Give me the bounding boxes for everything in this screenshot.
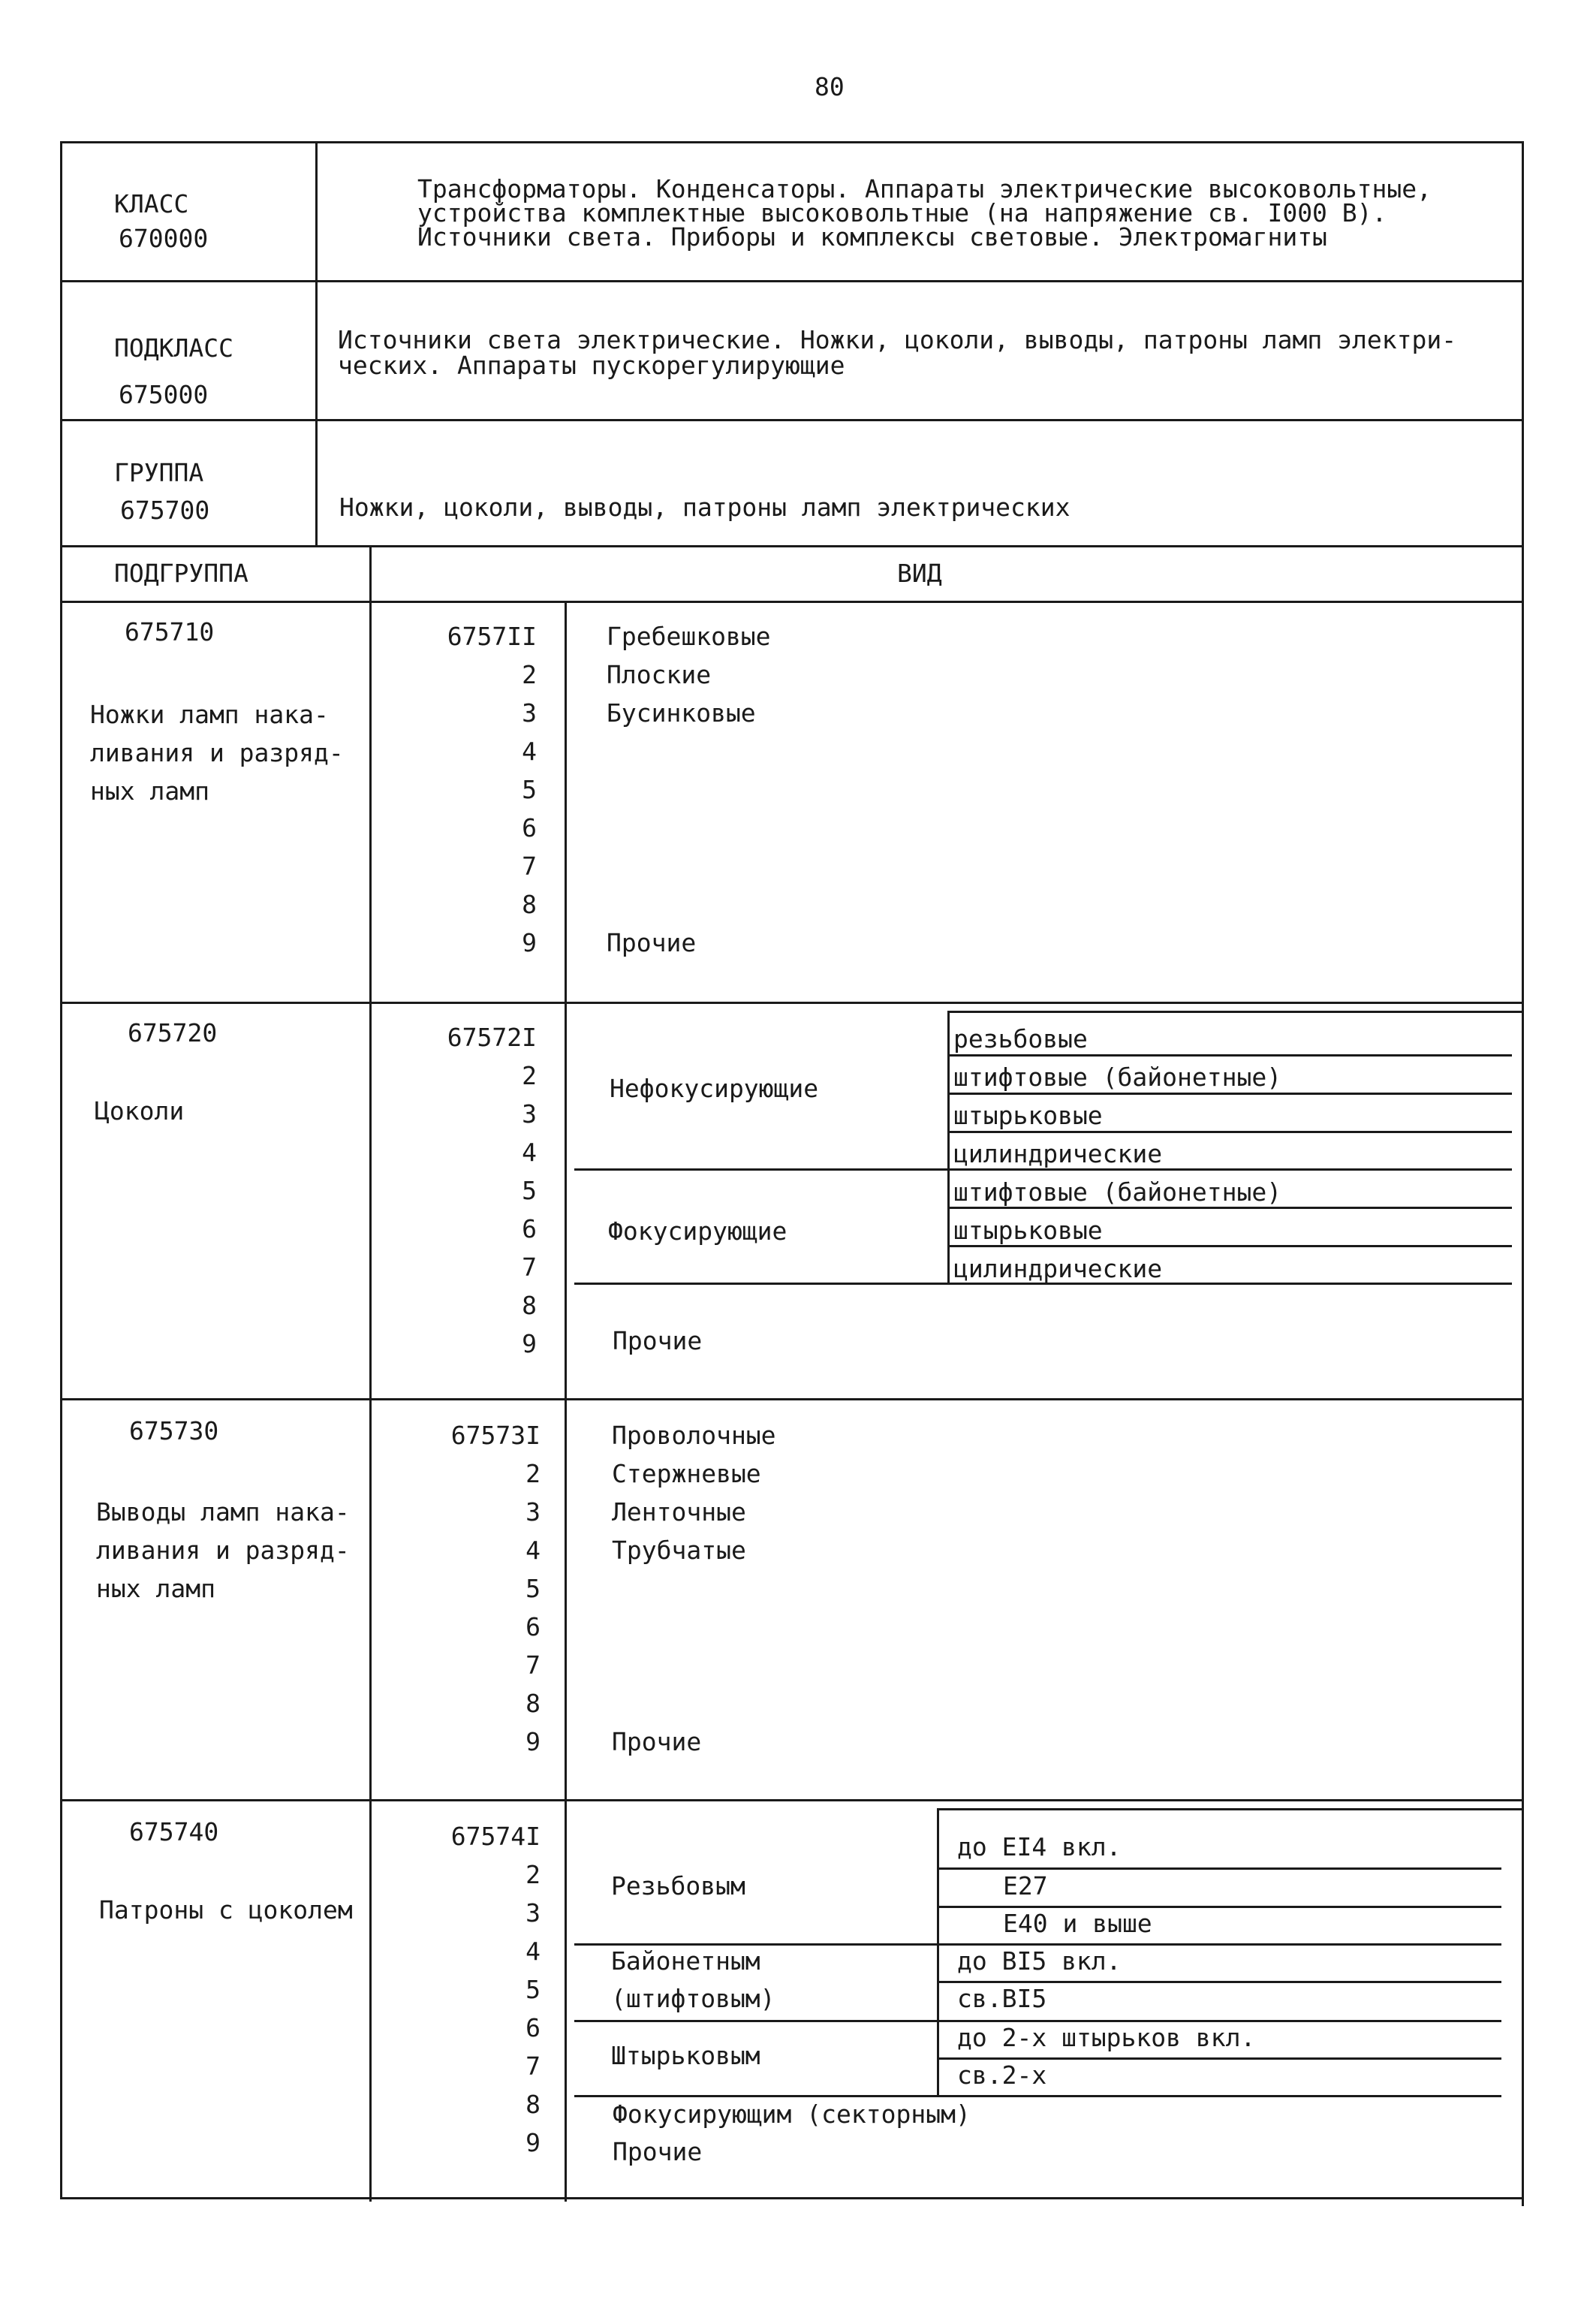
subgroup-code: 675710 bbox=[125, 617, 215, 647]
rule bbox=[574, 1943, 1501, 1946]
kinds-column: Гребешковые Плоские Бусинковые Прочие bbox=[607, 622, 771, 957]
class-label: КЛАСС bbox=[114, 189, 189, 219]
sub-kinds: резьбовые штифтовые (байонетные) штырьковые цилиндрические штифтовые (байонетные) штырьковые цилиндрические bbox=[953, 1024, 1282, 1283]
rule bbox=[315, 141, 318, 547]
subgroup-name: Ножки ламп нака- ливания и разряд- ных ламп bbox=[90, 700, 344, 806]
sub-kind: до EI4 вкл. bbox=[957, 1832, 1122, 1861]
subgroup-code: 675730 bbox=[129, 1416, 219, 1445]
rule bbox=[369, 545, 372, 2202]
codes-column: 67572I 2 3 4 5 6 7 8 9 bbox=[447, 1023, 537, 1358]
rule bbox=[60, 1799, 1524, 1801]
kind-group: (штифтовым) bbox=[611, 1984, 775, 2013]
rule bbox=[60, 601, 1524, 603]
group-label: ГРУППА bbox=[114, 458, 204, 487]
kind-group: Фокусирующие bbox=[608, 1216, 787, 1246]
kind-other: Прочие bbox=[613, 1326, 703, 1355]
sub-kind: до 2-х штырьков вкл. bbox=[957, 2023, 1256, 2052]
rule bbox=[60, 1002, 1524, 1004]
rule bbox=[60, 419, 1524, 421]
rule bbox=[60, 2197, 1524, 2199]
kind-group: Штырьковым bbox=[611, 2041, 760, 2070]
rule bbox=[947, 1011, 1524, 1013]
col-subgroup: ПОДГРУППА bbox=[114, 559, 248, 588]
subgroup-code: 675720 bbox=[128, 1018, 218, 1047]
kinds-column: Проволочные Стержневые Ленточные Трубчатые Прочие bbox=[612, 1421, 776, 1756]
codes-column: 67574I 2 3 4 5 6 7 8 9 bbox=[450, 1822, 541, 2157]
group-text: Ножки, цоколи, выводы, патроны ламп электрических bbox=[339, 493, 1071, 522]
rule bbox=[937, 1808, 1524, 1810]
rule bbox=[937, 2057, 1501, 2060]
rule bbox=[937, 1906, 1501, 1908]
rule bbox=[937, 1867, 1501, 1870]
rule bbox=[574, 2095, 1501, 2097]
sub-kind: св.BI5 bbox=[957, 1984, 1047, 2013]
codes-column: 6757II 2 3 4 5 6 7 8 9 bbox=[447, 622, 537, 957]
subclass-text: Источники света электрические. Ножки, цоколи, выводы, патроны ламп электри- ческих. Аппараты пускорегулирующие bbox=[338, 325, 1457, 380]
rule bbox=[565, 601, 567, 2202]
rule bbox=[60, 280, 1524, 282]
rule bbox=[937, 1981, 1501, 1983]
class-text: Трансформаторы. Конденсаторы. Аппараты электрические высоковольтные, устройства комплектные высоковольтные (на напряжение св. I000 В). Источники света. Приборы и комплексы световые. Электромагниты bbox=[417, 174, 1432, 252]
subclass-label: ПОДКЛАСС bbox=[114, 333, 233, 363]
subgroup-name: Выводы ламп нака- ливания и разряд- ных ламп bbox=[96, 1497, 350, 1603]
sub-kind: E27 bbox=[1003, 1871, 1048, 1901]
sub-kind: E40 и выше bbox=[1003, 1909, 1152, 1938]
kind-group: Байонетным bbox=[611, 1946, 760, 1976]
class-code: 670000 bbox=[119, 224, 209, 253]
page-number: 80 bbox=[815, 72, 845, 101]
rule bbox=[947, 1011, 950, 1283]
rule bbox=[1522, 141, 1524, 2206]
rule bbox=[60, 141, 62, 2197]
sub-kind: до BI5 вкл. bbox=[957, 1946, 1122, 1976]
subclass-code: 675000 bbox=[119, 380, 209, 409]
kind-group: Фокусирующим (секторным) bbox=[613, 2100, 971, 2129]
kind-other: Прочие bbox=[613, 2137, 703, 2166]
rule bbox=[60, 545, 1524, 547]
kind-group: Резьбовым bbox=[611, 1871, 745, 1901]
col-kind: ВИД bbox=[897, 559, 942, 588]
rule bbox=[60, 1398, 1524, 1400]
group-code: 675700 bbox=[120, 496, 210, 525]
subgroup-code: 675740 bbox=[129, 1817, 219, 1846]
subgroup-name: Патроны с цоколем bbox=[99, 1895, 353, 1925]
subgroup-name: Цоколи bbox=[95, 1096, 185, 1126]
rule bbox=[574, 2020, 1501, 2022]
rule bbox=[937, 1808, 939, 2095]
sub-kind: св.2-х bbox=[957, 2060, 1047, 2090]
kind-group: Нефокусирующие bbox=[610, 1074, 819, 1103]
codes-column: 67573I 2 3 4 5 6 7 8 9 bbox=[450, 1421, 541, 1756]
rule bbox=[60, 141, 1524, 143]
